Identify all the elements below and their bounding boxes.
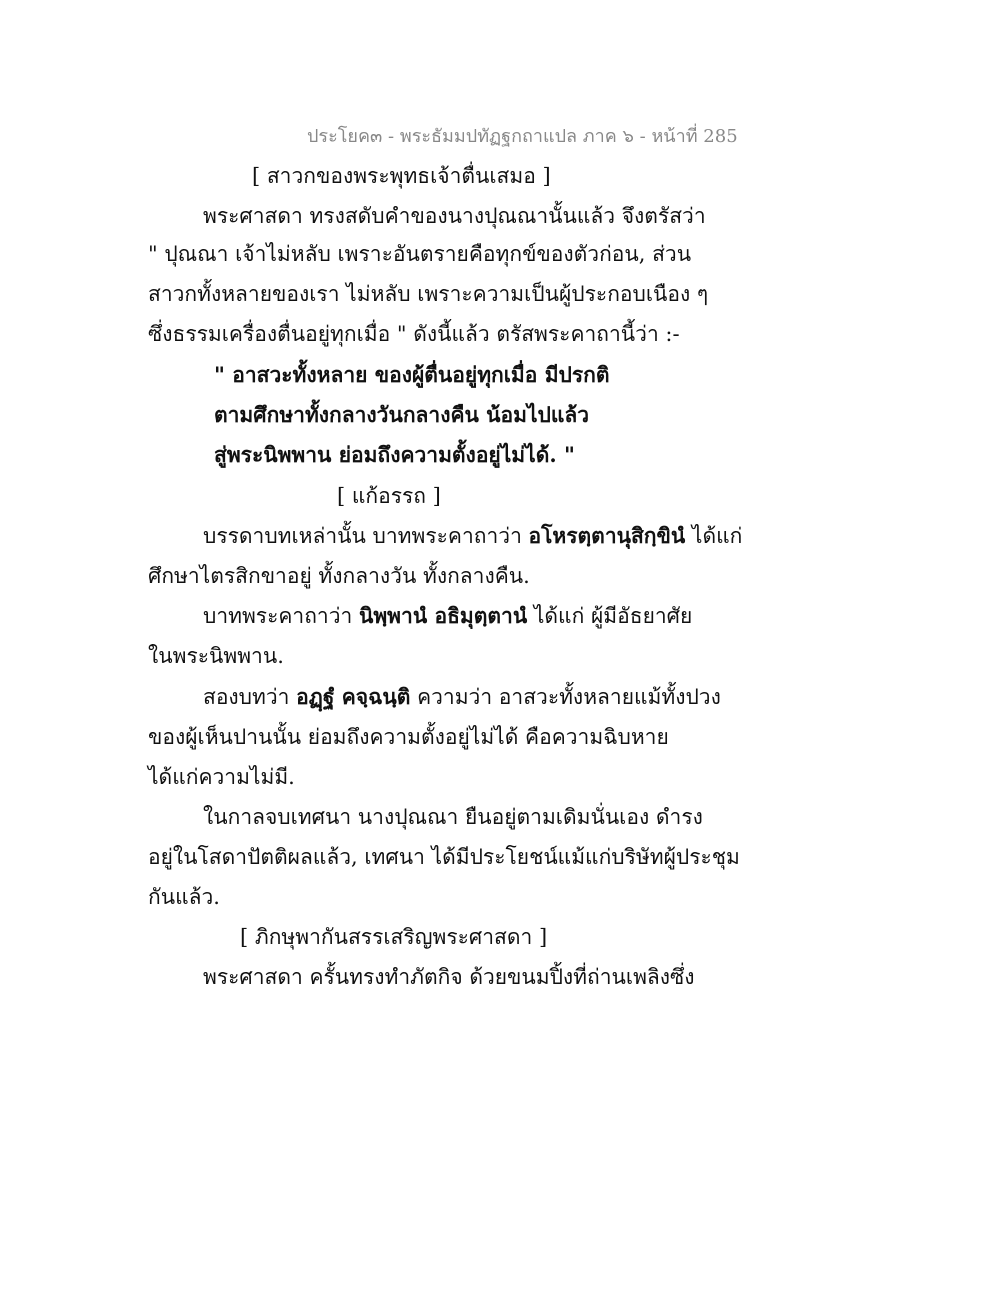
text-segment: ได้แก่ ผู้มีอัธยาศัย bbox=[527, 604, 693, 628]
paragraph-line: พระศาสดา ทรงสดับคำของนางปุณณานั้นแล้ว จึงตรัสว่า bbox=[203, 204, 706, 228]
page-header: ประโยค๓ - พระธัมมปทัฏฐกถาแปล ภาค ๖ - หน้าที่ 285 bbox=[307, 126, 738, 147]
section-heading: [ แก้อรรถ ] bbox=[337, 484, 441, 508]
text-segment: ความว่า อาสวะทั้งหลายแม้ทั้งปวง bbox=[410, 685, 721, 709]
section-heading: [ สาวกของพระพุทธเจ้าตื่นเสมอ ] bbox=[252, 164, 551, 188]
paragraph-line: ของผู้เห็นปานนั้น ย่อมถึงความตั้งอยู่ไม่ได้ คือความฉิบหาย bbox=[148, 725, 669, 749]
paragraph-line: ในกาลจบเทศนา นางปุณณา ยืนอยู่ตามเดิมนั่นเอง ดำรง bbox=[203, 805, 703, 829]
pali-term: อโหรตฺตานุสิกฺขินํ bbox=[528, 523, 686, 548]
verse-line: สู่พระนิพพาน ย่อมถึงความตั้งอยู่ไม่ได้. " bbox=[214, 442, 575, 467]
paragraph-line: " ปุณณา เจ้าไม่หลับ เพราะอันตรายคือทุกข์ของตัวก่อน, ส่วน bbox=[148, 242, 692, 266]
section-heading: [ ภิกษุพากันสรรเสริญพระศาสดา ] bbox=[240, 925, 548, 949]
verse-line: " อาสวะทั้งหลาย ของผู้ตื่นอยู่ทุกเมื่อ มีปรกติ bbox=[214, 362, 610, 387]
paragraph-line: พระศาสดา ครั้นทรงทำภัตกิจ ด้วยขนมปิ้งที่ถ่านเพลิงซึ่ง bbox=[203, 965, 695, 989]
paragraph-line: ศึกษาไตรสิกขาอยู่ ทั้งกลางวัน ทั้งกลางคืน. bbox=[148, 564, 530, 588]
paragraph-line: กันแล้ว. bbox=[148, 885, 220, 909]
paragraph-line bbox=[203, 602, 692, 630]
paragraph-line: ได้แก่ความไม่มี. bbox=[148, 765, 295, 789]
paragraph-line: สาวกทั้งหลายของเรา ไม่หลับ เพราะความเป็นผู้ประกอบเนือง ๆ bbox=[148, 282, 709, 306]
paragraph-line: อยู่ในโสดาปัตติผลแล้ว, เทศนา ได้มีประโยชน์แม้แก่บริษัทผู้ประชุม bbox=[148, 845, 740, 869]
text-segment: บาทพระคาถาว่า bbox=[203, 604, 359, 628]
pali-term: นิพฺพานํ อธิมุตฺตานํ bbox=[358, 603, 528, 628]
text-segment: สองบทว่า bbox=[203, 685, 297, 709]
text-segment: บรรดาบทเหล่านั้น บาทพระคาถาว่า bbox=[203, 524, 529, 548]
paragraph-line bbox=[203, 683, 721, 711]
paragraph-line bbox=[203, 522, 742, 550]
verse-line: ตามศึกษาทั้งกลางวันกลางคืน น้อมไปแล้ว bbox=[214, 402, 590, 427]
paragraph-line: ซึ่งธรรมเครื่องตื่นอยู่ทุกเมื่อ " ดังนี้แล้ว ตรัสพระคาถานี้ว่า :- bbox=[148, 322, 680, 346]
text-segment: ได้แก่ bbox=[685, 524, 743, 548]
paragraph-line: ในพระนิพพาน. bbox=[148, 644, 284, 668]
pali-term: อฏฺฐํ คจฺฉนฺติ bbox=[296, 684, 411, 709]
